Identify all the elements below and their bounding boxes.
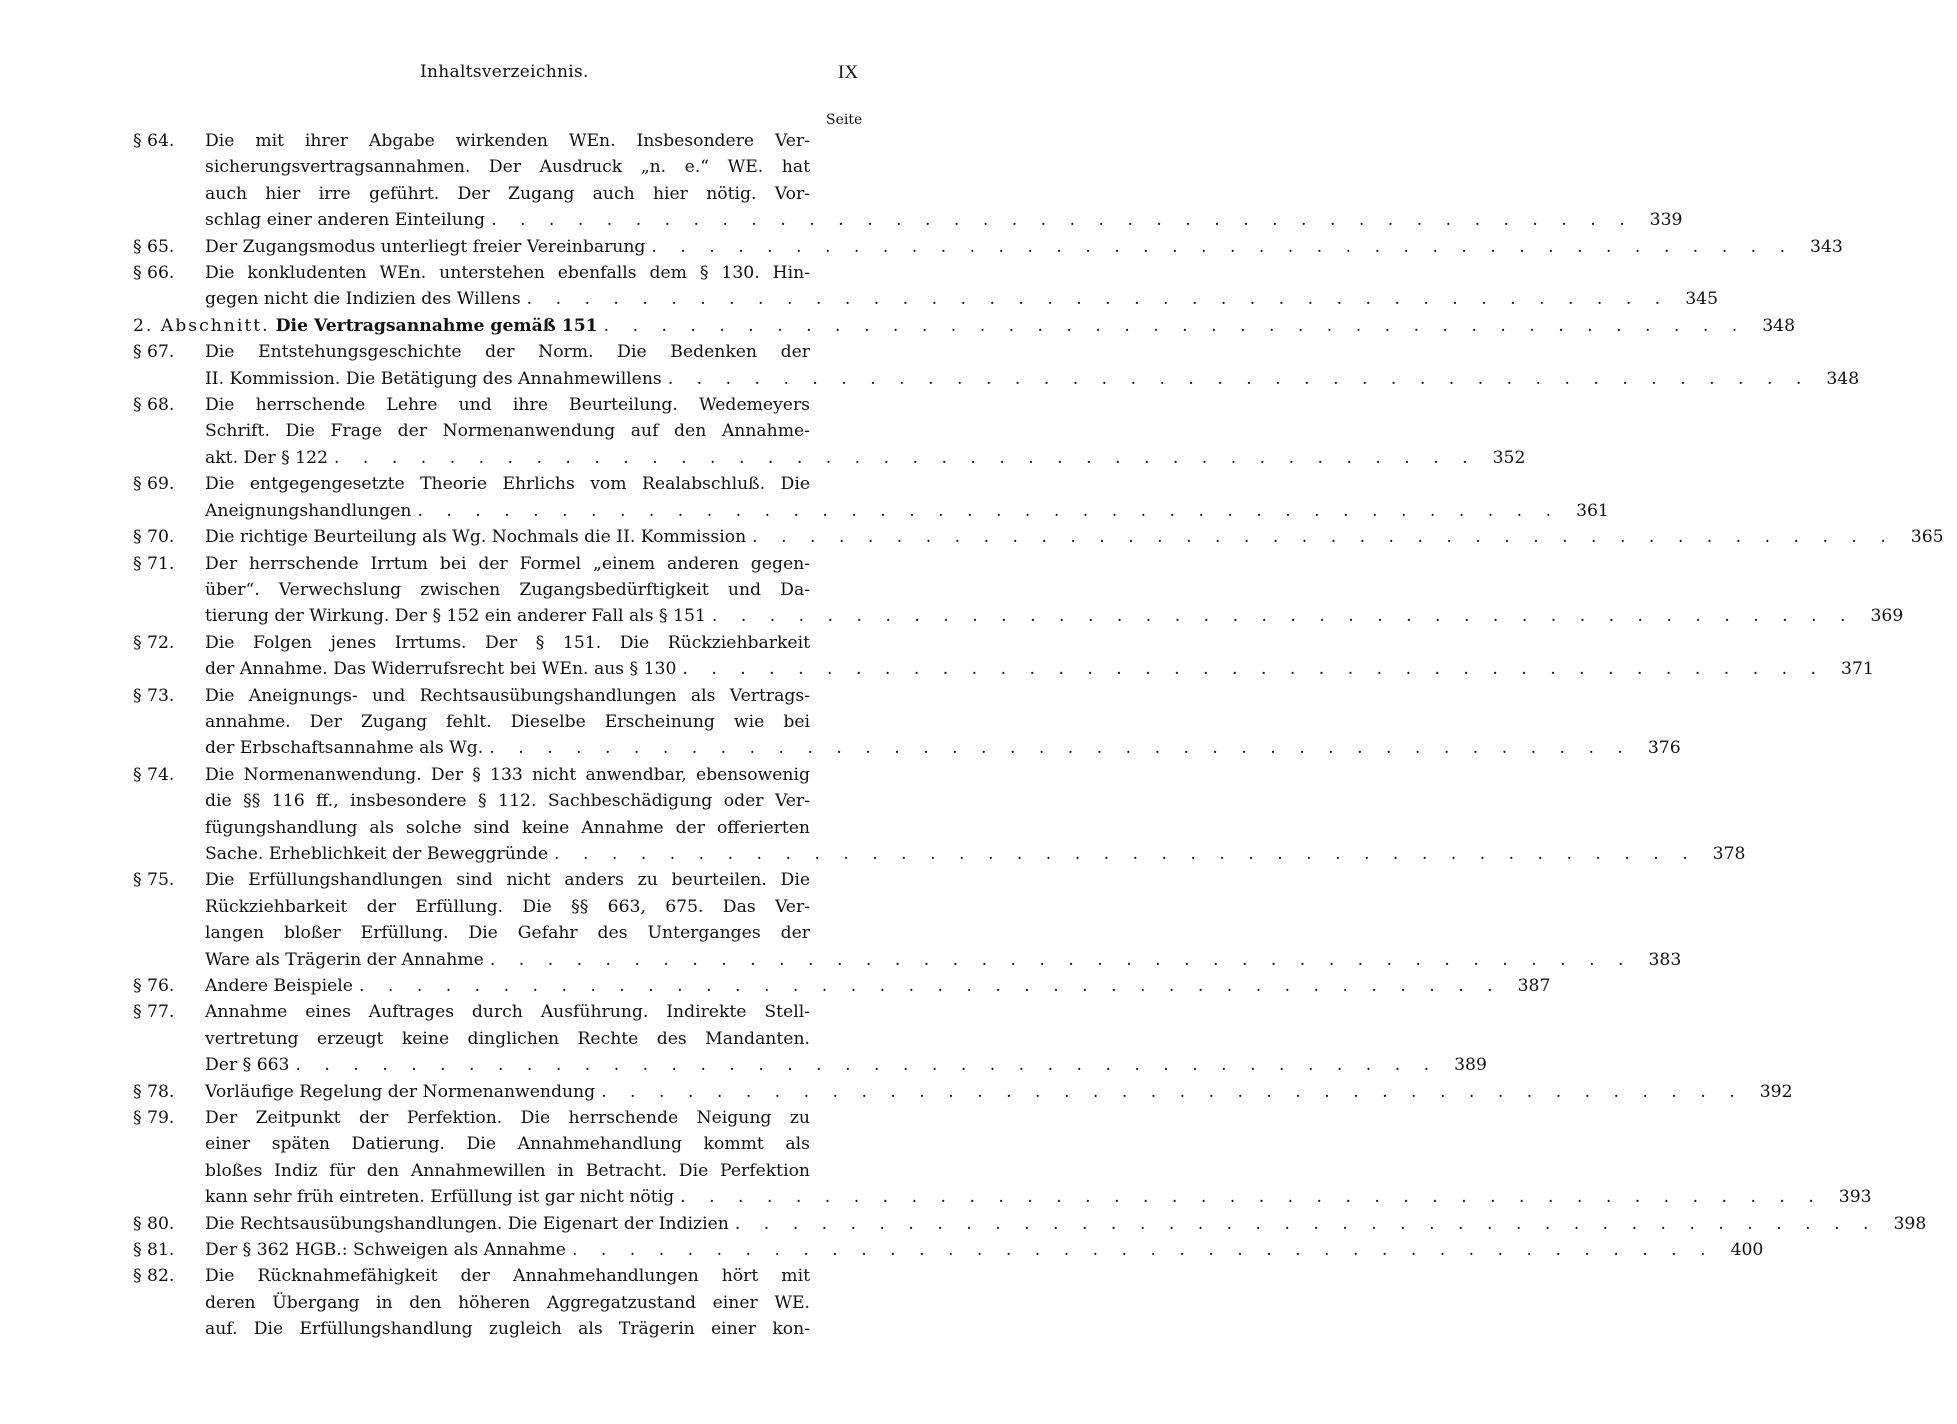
entry-last-line-text: tierung der Wirkung. Der § 152 ein anderer Fall als § 151 [205,606,706,627]
entry-last-line-text: Sache. Erheblichkeit der Beweggründe [205,843,549,864]
entry-last-line [205,524,1944,550]
page-number: 348 [1762,315,1796,336]
entry-last-line-text: gegen nicht die Indizien des Willens [205,289,521,310]
entry-line: Rückziehbarkeit der Erfüllung. Die §§ 663, 675. Das Ver- [205,896,810,917]
entry-line: auch hier irre geführt. Der Zugang auch hier nötig. Vor- [205,183,810,204]
page-number: 393 [1838,1187,1872,1208]
page-number: 400 [1730,1240,1764,1261]
section-number: § 67. [133,342,175,363]
entry-line: sicherungsvertragsannahmen. Der Ausdruck „n. e.“ WE. hat [205,157,810,178]
dot-leader: . . . . . . . . . . . . . . . . . . . . . . . . . . . . . . . . . . . . . . . . [295,1055,1439,1076]
entry-line: fügungshandlung als solche sind keine Annahme der offerierten [205,817,810,838]
entry-line: die §§ 116 ff., insbesondere § 112. Sachbeschädigung oder Ver- [205,791,810,812]
entry-last-line-text: der Erbschaftsannahme als Wg. [205,738,484,759]
page-number: 398 [1893,1213,1927,1234]
entry-text [205,339,1860,392]
entry-text [205,1105,1872,1211]
toc-entry [133,630,1874,683]
entry-last-line-text: Andere Beispiele [205,976,353,996]
toc-entry [133,551,1904,630]
entry-text [205,973,1551,999]
page-number: 365 [1910,527,1944,548]
entry-last-line [205,286,1719,312]
toc-entry [133,471,1609,524]
entry-text [205,524,1944,550]
toc-entry [133,867,1682,973]
section-number: § 75. [133,870,175,891]
entry-text [205,551,1904,630]
toc-entry [133,1263,868,1342]
dot-leader: . . . . . . . . . . . . . . . . . . . . . . . . . . . . . . . . . . . . . . . . [358,976,1502,996]
dot-leader: . . . . . . . . . . . . . . . . . . . . . . . . . . . . . . . . . . . . . . . . [489,738,1632,759]
page-number: 371 [1841,659,1874,680]
section-number: § 79. [133,1108,175,1129]
section-number: § 73. [133,685,175,706]
toc-entry [133,524,1944,550]
entry-last-line [205,207,1683,233]
entry-line: Die Entstehungsgeschichte der Norm. Die Bedenken der [205,342,810,363]
section-number: § 72. [133,632,175,653]
entry-line: Die Aneignungs- und Rechtsausübungshandlungen als Vertrags- [205,685,810,706]
section-number: § 68. [133,395,175,416]
dot-leader: . . . . . . . . . . . . . . . . . . . . . . . . . . . . . . . . . . . . . . . . [526,289,1670,310]
entry-last-line-text: kann sehr früh eintreten. Erfüllung ist gar nicht nötig [205,1187,675,1208]
entry-line: bloßes Indiz für den Annahmewillen in Betracht. Die Perfektion [205,1160,810,1181]
entry-last-line [205,445,1526,471]
table-of-contents [133,128,1944,1343]
page-number: 348 [1826,368,1860,389]
entry-last-line [205,603,1904,629]
entry-text [205,1079,1793,1105]
dot-leader: . . . . . . . . . . . . . . . . . . . . . . . . . . . . . . . . . . . . . . . . [667,368,1811,389]
section-number: § 70. [133,527,175,548]
section-number: 2. Abschnitt. [133,315,270,336]
toc-entry [133,973,1551,999]
entry-text [205,234,1843,260]
entry-text [205,762,1746,868]
section-number: § 76. [133,976,175,996]
entry-text [205,683,1681,762]
entry-line: Die Normenanwendung. Der § 133 nicht anwendbar, ebensowenig [205,764,810,785]
entry-last-line [275,313,1796,339]
dot-leader: . . . . . . . . . . . . . . . . . . . . . . . . . . . . . . . . . . . . . . . . [571,1240,1715,1261]
seite-column-label: Seite [826,112,863,128]
entry-text [205,471,1609,524]
running-header [0,62,1000,92]
entry-last-line-text: Der § 663 [205,1055,290,1076]
toc-entry [133,1237,1764,1263]
section-number: § 65. [133,236,175,257]
page-number: 345 [1685,289,1719,310]
page-number: 392 [1759,1081,1793,1102]
toc-entry [133,999,1487,1078]
page-number: 389 [1454,1055,1487,1076]
section-number: § 82. [133,1266,175,1287]
entry-last-line-text: der Annahme. Das Widerrufsrecht bei WEn. aus § 130 [205,659,677,680]
entry-last-line [205,1079,1793,1105]
toc-entry [133,683,1681,762]
entry-text [205,1237,1764,1263]
entry-last-line-text: akt. Der § 122 [205,447,328,468]
entry-text [205,392,1526,471]
entry-last-line [205,973,1551,999]
entry-line: langen bloßer Erfüllung. Die Gefahr des Unterganges der [205,923,810,944]
toc-entry [133,1079,1793,1105]
entry-text [205,1211,1927,1237]
dot-leader: . . . . . . . . . . . . . . . . . . . . . . . . . . . . . . . . . . . . . . . . [682,659,1826,680]
entry-last-line [205,234,1843,260]
entry-line: Annahme eines Auftrages durch Ausführung. Indirekte Stell- [205,1002,810,1023]
page-number: 361 [1576,500,1609,521]
entry-line: deren Übergang in den höheren Aggregatzustand einer WE. [205,1292,810,1313]
section-number: § 80. [133,1213,175,1234]
page-number: 369 [1870,606,1904,627]
page-number: 376 [1647,738,1681,759]
entry-line: Die herrschende Lehre und ihre Beurteilung. Wedemeyers [205,395,810,416]
entry-last-line-text: Die richtige Beurteilung als Wg. Nochmals die II. Kommission [205,527,747,548]
section-number: § 69. [133,474,175,495]
entry-text [205,260,1719,313]
entry-line: Die Erfüllungshandlungen sind nicht anders zu beurteilen. Die [205,870,810,891]
entry-last-line [205,498,1609,524]
entry-last-line [205,1211,1927,1237]
dot-leader: . . . . . . . . . . . . . . . . . . . . . . . . . . . . . . . . . . . . . . . . [491,210,1634,231]
entry-last-line [205,947,1682,973]
entry-last-line-text: Die Vertragsannahme gemäß 151 [275,315,598,336]
entry-last-line-text: Der § 362 HGB.: Schweigen als Annahme [205,1240,566,1261]
entry-text [205,867,1682,973]
dot-leader: . . . . . . . . . . . . . . . . . . . . . . . . . . . . . . . . . . . . . . . . [601,1081,1744,1102]
entry-last-line [205,656,1874,682]
toc-entry [133,128,1683,234]
entry-last-line [205,841,1746,867]
entry-last-line-text: Aneignungshandlungen [205,500,412,521]
page-number: 387 [1517,976,1551,996]
toc-entry [133,1105,1872,1211]
section-number: § 66. [133,263,175,284]
entry-line: auf. Die Erfüllungshandlung zugleich als Trägerin einer kon- [205,1319,810,1340]
entry-line: annahme. Der Zugang fehlt. Dieselbe Erscheinung wie bei [205,711,810,732]
entry-last-line [205,1237,1764,1263]
dot-leader: . . . . . . . . . . . . . . . . . . . . . . . . . . . . . . . . . . . . . . . . [554,843,1697,864]
entry-line: Die entgegengesetzte Theorie Ehrlichs vom Realabschluß. Die [205,474,810,495]
entry-text [205,999,1487,1078]
page-number: 343 [1810,236,1843,257]
entry-line: Die konkludenten WEn. unterstehen ebenfalls dem § 130. Hin- [205,263,810,284]
page-number: 383 [1648,949,1682,970]
toc-entry [133,260,1719,313]
dot-leader: . . . . . . . . . . . . . . . . . . . . . . . . . . . . . . . . . . . . . . . . [489,949,1633,970]
section-number: § 74. [133,764,175,785]
running-title: Inhaltsverzeichnis. [420,62,589,82]
entry-last-line [205,1184,1872,1210]
section-number: § 64. [133,131,175,151]
section-number: § 77. [133,1002,175,1023]
toc-entry [133,392,1526,471]
page-number: 352 [1492,447,1526,468]
entry-line: über“. Verwechslung zwischen Zugangsbedürftigkeit und Da- [205,579,810,600]
entry-last-line-text: Ware als Trägerin der Annahme [205,949,484,970]
toc-entry [133,1211,1927,1237]
entry-last-line-text: Vorläufige Regelung der Normenanwendung [205,1081,596,1102]
entry-text [205,1263,868,1342]
entry-line: Die mit ihrer Abgabe wirkenden WEn. Insbesondere Ver- [205,131,810,151]
dot-leader: . . . . . . . . . . . . . . . . . . . . . . . . . . . . . . . . . . . . . . . . [752,527,1895,548]
entry-line: einer späten Datierung. Die Annahmehandlung kommt als [205,1134,810,1155]
entry-last-line [205,735,1681,761]
entry-line: Die Folgen jenes Irrtums. Der § 151. Die Rückziehbarkeit [205,632,810,653]
dot-leader: . . . . . . . . . . . . . . . . . . . . . . . . . . . . . . . . . . . . . . . . [334,447,1477,468]
toc-entry [133,313,1796,339]
entry-last-line-text: II. Kommission. Die Betätigung des Annahmewillens [205,368,662,389]
entry-line: Die Rücknahmefähigkeit der Annahmehandlungen hört mit [205,1266,810,1287]
entry-line: Der herrschende Irrtum bei der Formel „einem anderen gegen- [205,553,810,574]
entry-text [205,630,1874,683]
dot-leader: . . . . . . . . . . . . . . . . . . . . . . . . . . . . . . . . . . . . . . . . [651,236,1795,257]
page-number: 339 [1649,210,1683,231]
entry-last-line-text: Die Rechtsausübungshandlungen. Die Eigenart der Indizien [205,1213,729,1234]
entry-line: vertretung erzeugt keine dinglichen Rechte des Mandanten. [205,1028,810,1049]
entry-text [205,128,1683,234]
entry-last-line-text: schlag einer anderen Einteilung [205,210,486,231]
toc-entry [133,762,1746,868]
section-number: § 71. [133,553,175,574]
dot-leader: . . . . . . . . . . . . . . . . . . . . . . . . . . . . . . . . . . . . . . . . [417,500,1561,521]
entry-last-line [205,366,1860,392]
dot-leader: . . . . . . . . . . . . . . . . . . . . . . . . . . . . . . . . . . . . . . . . [680,1187,1823,1208]
dot-leader: . . . . . . . . . . . . . . . . . . . . . . . . . . . . . . . . . . . . . . . . [603,315,1747,336]
section-number: § 78. [133,1081,175,1102]
entry-last-line-text: Der Zugangsmodus unterliegt freier Vereinbarung [205,236,646,257]
toc-entry [133,339,1860,392]
page-numeral: IX [838,62,859,83]
dot-leader: . . . . . . . . . . . . . . . . . . . . . . . . . . . . . . . . . . . . . . . . [734,1213,1878,1234]
entry-line: Schrift. Die Frage der Normenanwendung auf den Annahme- [205,421,810,442]
page-number: 378 [1712,843,1746,864]
dot-leader: . . . . . . . . . . . . . . . . . . . . . . . . . . . . . . . . . . . . . . . . [711,606,1855,627]
entry-text [275,313,1796,339]
entry-last-line [205,1052,1487,1078]
entry-line: Der Zeitpunkt der Perfektion. Die herrschende Neigung zu [205,1108,810,1129]
section-number: § 81. [133,1240,175,1261]
toc-entry [133,234,1843,260]
